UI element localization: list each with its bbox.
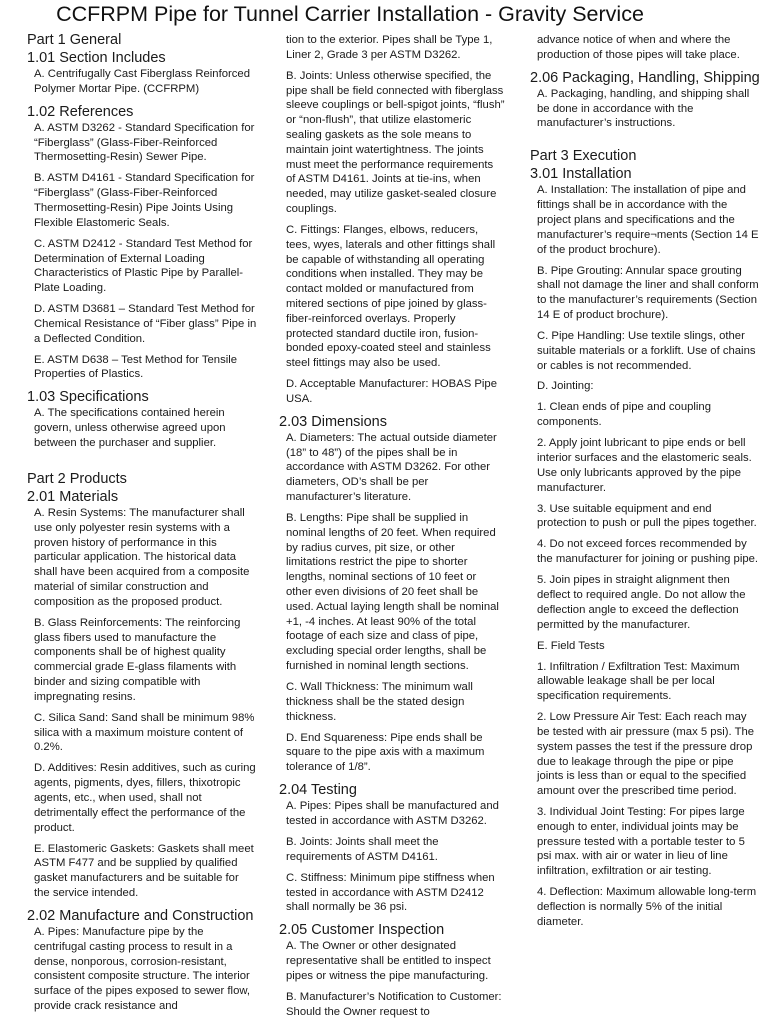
paragraph: C. Stiffness: Minimum pipe stiffness when tested in accordance with ASTM D2412 shall normally be 36 psi. [286,871,495,914]
paragraph: E. ASTM D638 – Test Method for Tensile Properties of Plastics. [34,353,238,381]
part-heading: Part 1 General [27,32,122,48]
paragraph: D. Additives: Resin additives, such as curing agents, pigments, dyes, fillers, thixotropic agents, etc., when used, shall not detrimentally effect the performance of the product. [34,762,256,834]
paragraph: A. Pipes: Pipes shall be manufactured and tested in accordance with ASTM D3262. [286,800,499,827]
paragraph: A. Packaging, handling, and shipping shall be done in accordance with the manufacturer’s instructions. [537,87,750,130]
column-2 [279,31,505,1018]
paragraph: A. Diameters: The actual outside diameter (18” to 48”) of the pipes shall be in accordance with ASTM D3262. For other diameters, OD’s shall be per manufacturer’s literature. [286,431,497,504]
paragraph: 3. Use suitable equipment and end protection to push or pull the pipes together. [537,502,757,530]
paragraph: E. Elastomeric Gaskets: Gaskets shall meet ASTM F477 and be supplied by qualified gasket manufacturers and be suitable for the service intended. [34,842,254,899]
paragraph: B. Joints: Unless otherwise specified, the pipe shall be field connected with fiberglass sleeve couplings or bell-spigot joints, “flush” or “non-flush”, that utilize elastomeric sealing gaskets as the sole means to maintain joint watertightness. The joints must meet the performance requirements of ASTM D4161. Joints at tie-ins, when needed, may utilize gasket-sealed closure couplings. [286,69,505,215]
section-heading: 1.02 References [27,103,134,120]
paragraph: B. Glass Reinforcements: The reinforcing glass fibers used to manufacture the components shall be of highest quality commercial grade E-glass filaments with binder and sizing compatible with impregnating resins. [34,616,241,703]
paragraph: A. The specifications contained herein govern, unless otherwise agreed upon between the purchaser and supplier. [34,407,226,450]
paragraph: 4. Deflection: Maximum allowable long-term deflection is normally 5% of the initial diameter. [537,886,757,928]
column-flow [279,33,505,1019]
paragraph: C. ASTM D2412 - Standard Test Method for Determination of External Loading Characteristics of Plastic Pipe by Parallel-Plate Loading. [34,237,253,295]
paragraph: A. The Owner or other designated representative shall be entitled to inspect pipes or witness the pipe manufacturing. [286,940,491,982]
part-heading: Part 2 Products [27,471,127,488]
paragraph: B. Lengths: Pipe shall be supplied in nominal lengths of 20 feet. When required by radius curves, pit size, or other limitations restrict the pipe to shorter lengths, nominal sections of 10 feet or other even divisions of 20 feet shall be used. Actual laying length shall be nominal +1, -4 inches. At least 90% of the total footage of each size and class of pipe, excluding special order lengths, shall be furnished in nominal length sections. [286,512,499,673]
section-heading: 2.03 Dimensions [279,413,387,430]
paragraph: E. Field Tests [537,639,605,652]
paragraph: B. Joints: Joints shall meet the requirements of ASTM D4161. [286,835,439,863]
section-heading: 1.01 Section Includes [27,50,166,66]
paragraph: 1. Infiltration / Exfiltration Test: Maximum allowable leakage shall be per local specification requirements. [537,660,740,703]
paragraph: C. Pipe Handling: Use textile slings, other suitable materials or a forklift. Use of chains or cables is not recommended. [537,329,756,372]
column-1 [27,31,257,1012]
paragraph: A. Installation: The installation of pipe and fittings shall be in accordance with the project plans and specifications and the manufacturer’s require¬ments (Section 14 E of the product brochure). [537,184,759,256]
paragraph: A. ASTM D3262 - Standard Specification for “Fiberglass” (Glass-Fiber-Reinforced Thermosetting-Resin) Sewer Pipe. [34,121,255,164]
paragraph: D. Acceptable Manufacturer: HOBAS Pipe USA. [286,378,497,405]
paragraph: D. End Squareness: Pipe ends shall be square to the pipe axis with a maximum tolerance of 1/8”. [286,731,485,774]
paragraph: 2. Apply joint lubricant to pipe ends or bell interior surfaces and the elastomeric seals. Use only lubricants approved by the pipe manufacturer. [537,437,752,494]
paragraph: B. Pipe Grouting: Annular space grouting shall not damage the liner and shall conform to the manufacturer’s requirements (Section 14 E of product brochure). [537,264,759,321]
document-title: CCFRPM Pipe for Tunnel Carrier Installation - Gravity Service [56,2,644,26]
paragraph: A. Resin Systems: The manufacturer shall use only polyester resin systems with a proven history of performance in this particular application. The historical data shall have been acquired from a composite material of similar construction and composition as the proposed product. [34,507,250,608]
spacer [27,457,257,470]
section-heading: 3.01 Installation [530,166,632,183]
paragraph: D. ASTM D3681 – Standard Test Method for Chemical Resistance of “Fiber glass” Pipe in a Deflected Condition. [34,303,257,345]
paragraph: tion to the exterior. Pipes shall be Type 1, Liner 2, Grade 3 per ASTM D3262. [286,34,493,61]
section-heading: 2.05 Customer Inspection [279,922,445,939]
paragraph: C. Fittings: Flanges, elbows, reducers, tees, wyes, laterals and other fittings shall be capable of withstanding all operating conditions when installed. They may be contact molded or manufactured from mitered sections of pipe joined by glass-fiber-reinforced overlays. Properly protected standard ductile iron, fusion-bonded epoxy-coated steel and stainless steel fittings may also be used. [286,223,496,370]
column-flow [530,33,760,930]
section-heading: 2.04 Testing [279,782,357,799]
paragraph: A. Pipes: Manufacture pipe by the centrifugal casting process to result in a dense, nonporous, corrosion-resistant, consistent composite structure. The interior surface of the pipes exposed to sewer flow, provide crack resistance and [34,925,251,1012]
paragraph: 5. Join pipes in straight alignment then deflect to required angle. Do not allow the deflection angle to exceed the deflection permitted by the manufacturer. [537,574,746,631]
section-heading: 2.02 Manufacture and Construction [27,907,254,924]
paragraph: D. Jointing: [537,380,594,393]
paragraph: 4. Do not exceed forces recommended by the manufacturer for joining or pushing pipe. [537,538,759,566]
section-heading: 1.03 Specifications [27,389,149,406]
paragraph: B. Manufacturer’s Notification to Customer: Should the Owner request to [286,990,502,1018]
column-3 [530,31,760,989]
spacer [530,137,760,147]
paragraph: 1. Clean ends of pipe and coupling components. [537,401,711,429]
part-heading: Part 3 Execution [530,148,637,165]
paragraph: B. ASTM D4161 - Standard Specification for “Fiberglass” (Glass-Fiber-Reinforced Thermosetting-Resin) Pipe Joints Using Flexible Elastomeric Seals. [34,172,255,229]
section-heading: 2.01 Materials [27,489,119,506]
section-heading: 2.06 Packaging, Handling, Shipping [530,69,760,86]
paragraph: C. Silica Sand: Sand shall be minimum 98% silica with a maximum moisture content of 0.2%. [34,711,255,754]
paragraph: A. Centrifugally Cast Fiberglass Reinforced Polymer Mortar Pipe. (CCFRPM) [34,68,250,95]
paragraph: advance notice of when and where the production of those pipes will take place. [537,34,740,61]
paragraph: C. Wall Thickness: The minimum wall thickness shall be the stated design thickness. [286,681,473,723]
paragraph: 2. Low Pressure Air Test: Each reach may be tested with air pressure (max 5 psi). The system passes the test if the pressure drop due to leakage through the pipe or pipe joints is less than or equal to the specified amount over the prescribed time period. [537,711,755,798]
paragraph: 3. Individual Joint Testing: For pipes large enough to enter, individual joints may be pressure tested with a portable tester to 5 psi max. with air or water in lieu of line infiltration, exfiltration or air testing. [537,806,745,878]
